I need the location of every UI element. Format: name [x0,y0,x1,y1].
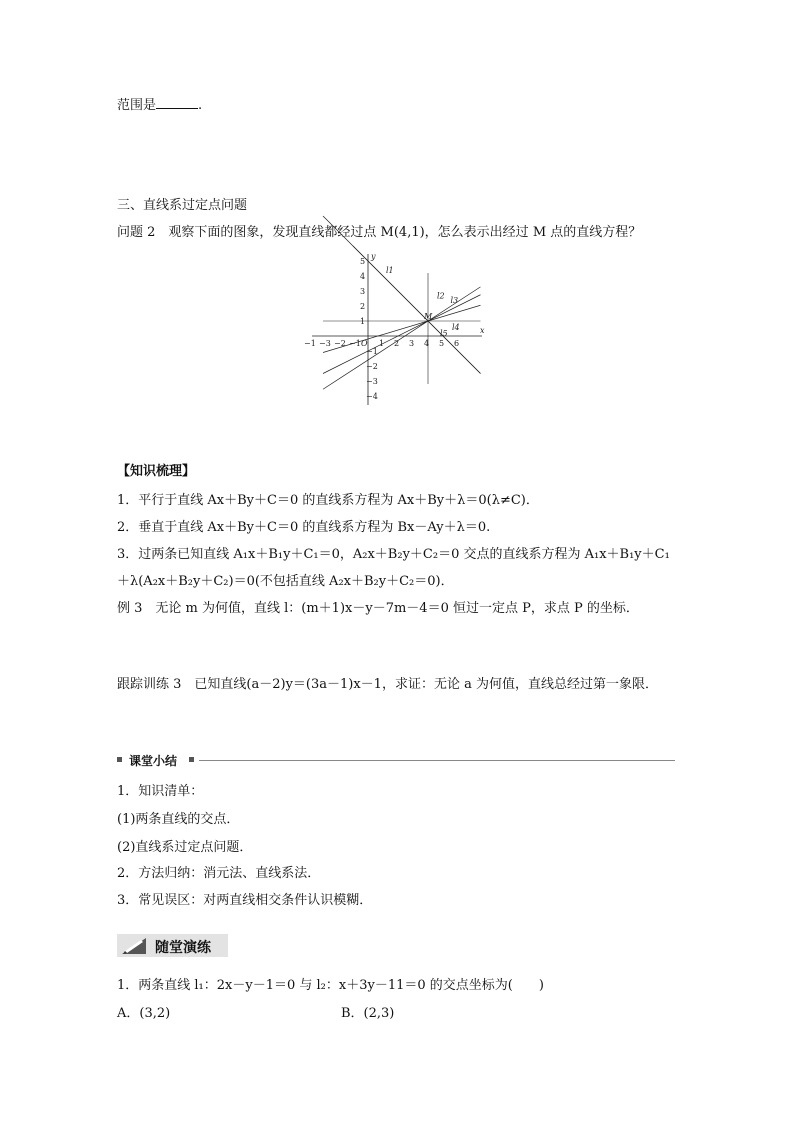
knowledge-item-1: 1．平行于直线 Ax＋By＋C＝0 的直线系方程为 Ax＋By＋λ＝0(λ≠C)． [117,493,539,508]
knowledge-heading: 【知识梳理】 [117,464,196,479]
y-tick-label: −4 [366,392,378,401]
origin-label: O [361,339,368,348]
bullet-square [189,757,194,762]
divider [199,760,675,761]
option-b: B．(2,3) [341,1006,395,1021]
practice-title: 随堂演练 [155,940,211,956]
knowledge-item-3a: 3．过两条已知直线 A₁x＋B₁y＋C₁＝0，A₂x＋B₂y＋C₂＝0 交点的直线系方程为 A₁x＋B₁y＋C₁ [117,547,670,562]
x-tick-label: 5 [439,339,445,348]
section-heading: 三、直线系过定点问题 [117,198,248,213]
answer-blank [156,97,198,109]
x-tick-label: 3 [409,339,415,348]
family-line [323,295,481,374]
x-tick-label: −3 [319,339,331,348]
y-tick-label: −3 [366,377,378,386]
y-axis-label: y [371,252,376,261]
example-3: 例 3 无论 m 为何值，直线 l：(m＋1)x－y－7m－4＝0 恒过一定点 P，求点 P 的坐标． [117,601,639,616]
y-tick-label: 2 [360,302,366,311]
practice-q1: 1．两条直线 l₁：2x－y－1＝0 与 l₂：x＋3y－11＝0 的交点坐标为( ) [117,978,544,993]
knowledge-item-2: 2．垂直于直线 Ax＋By＋C＝0 的直线系方程为 Bx－Ay＋λ＝0. [117,520,491,535]
x-tick-label: −1 [304,339,316,348]
x-tick-label: 6 [454,339,460,348]
exercise-3: 跟踪训练 3 已知直线(a－2)y＝(3a－1)x－1，求证：无论 a 为何值，直线总经过第一象限． [117,677,658,692]
x-tick-label: 1 [379,339,385,348]
summary-item: 3．常见误区：对两直线相交条件认识模糊． [117,893,373,908]
point-m-label: M [424,312,433,321]
y-tick-label: −1 [366,347,378,356]
question-label: 问题 2 [117,225,156,240]
summary-title: 课堂小结 [129,754,178,768]
practice-banner [117,934,228,957]
x-tick-label: −1 [349,339,361,348]
line-family-figure [304,250,490,410]
range-text: 范围是 [117,98,157,113]
y-tick-label: −2 [366,362,378,371]
option-a: A．(3,2) [117,1006,171,1021]
summary-item: (2)直线系过定点问题． [117,840,253,855]
summary-item: (1)两条直线的交点． [117,812,240,827]
bullet-square [117,757,122,762]
x-axis-label: x [480,326,485,335]
y-tick-label: 1 [360,317,366,326]
line-label: l1 [386,266,394,275]
x-tick-label: 4 [424,339,430,348]
question-2 [117,225,641,241]
knowledge-item-3b: ＋λ(A₂x＋B₂y＋C₂)＝0(不包括直线 A₂x＋B₂y＋C₂＝0)． [117,574,454,589]
range-line [117,97,202,114]
x-tick-label: 2 [394,339,400,348]
line-label: l5 [440,329,448,338]
line-label: l4 [452,323,460,332]
x-tick-label: −2 [334,339,346,348]
y-tick-label: 3 [360,287,366,296]
summary-item: 2．方法归纳：消元法、直线系法． [117,866,321,881]
summary-item: 1．知识清单： [117,784,204,799]
line-label: l3 [450,296,459,305]
range-period: . [198,98,203,113]
line-label: l2 [437,291,445,301]
question-text: 观察下面的图象，发现直线都经过点 M(4,1)，怎么表示出经过 M 点的直线方程？ [168,225,642,240]
y-tick-label: 4 [360,272,366,281]
y-tick-label: 5 [360,257,366,266]
pencil-icon [119,935,149,956]
summary-bar [117,752,675,768]
